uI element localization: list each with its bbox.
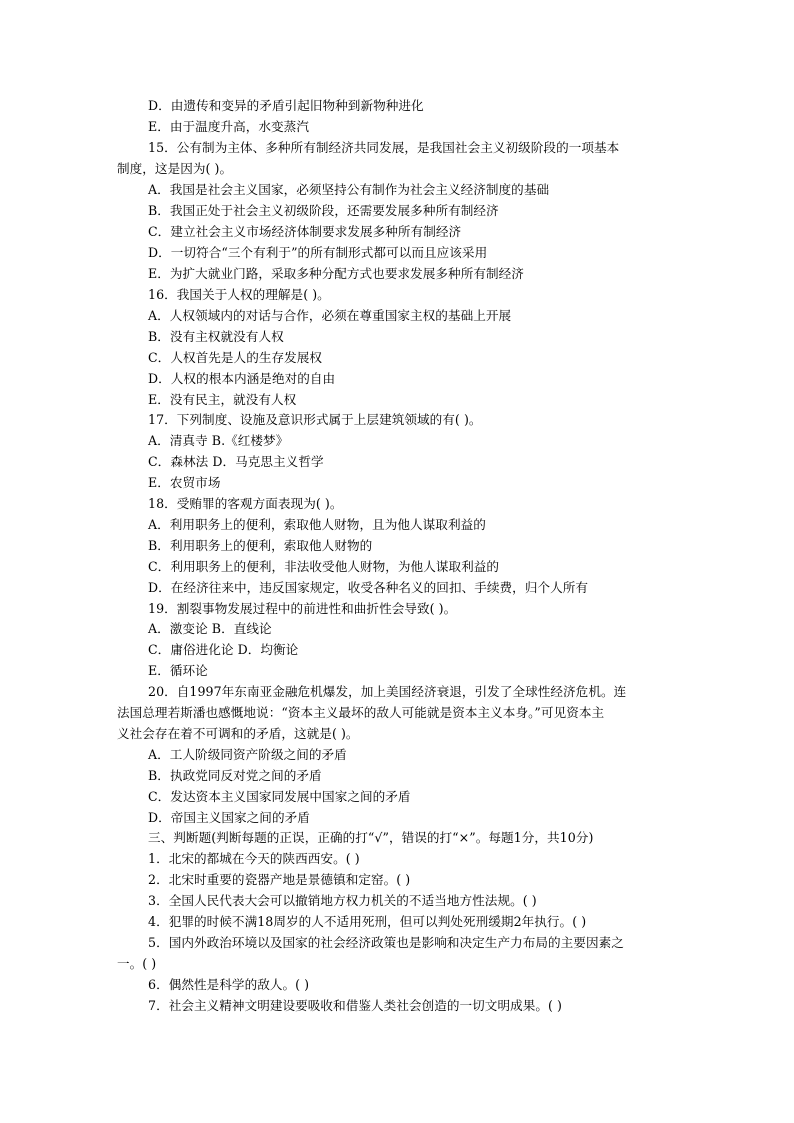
question-continuation: 义社会存在着不可调和的矛盾，这就是( )。: [117, 726, 359, 741]
option-line: B．执政党同反对党之间的矛盾: [148, 768, 322, 783]
option-line: A．清真寺 B.《红楼梦》: [148, 433, 289, 448]
option-line: A．激变论 B．直线论: [148, 621, 272, 636]
option-line: C．发达资本主义国家同发展中国家之间的矛盾: [148, 789, 411, 804]
option-line: D．由遗传和变异的矛盾引起旧物种到新物种进化: [148, 98, 424, 113]
judgment-question: 6．偶然性是科学的敌人。( ): [148, 977, 310, 992]
option-line: E．农贸市场: [148, 475, 221, 490]
question-line: 15．公有制为主体、多种所有制经济共同发展，是我国社会主义初级阶段的一项基本: [148, 140, 620, 155]
option-line: D．人权的根本内涵是绝对的自由: [148, 371, 336, 386]
question-continuation: 一。( ): [117, 956, 157, 971]
question-line: 17．下列制度、设施及意识形式属于上层建筑领域的有( )。: [148, 412, 482, 427]
question-line: 20．自1997年东南亚金融危机爆发，加上美国经济衰退，引发了全球性经济危机。连: [148, 684, 627, 699]
option-line: D．在经济往来中，违反国家规定，收受各种名义的回扣、手续费，归个人所有: [148, 580, 589, 595]
judgment-question: 2．北宋时重要的瓷器产地是景德镇和定窑。( ): [148, 872, 411, 887]
question-continuation: 制度，这是因为( )。: [117, 161, 233, 176]
option-line: C．建立社会主义市场经济体制要求发展多种所有制经济: [148, 224, 462, 239]
option-line: A．利用职务上的便利，索取他人财物，且为他人谋取利益的: [148, 517, 486, 532]
option-line: C．庸俗进化论 D．均衡论: [148, 642, 299, 657]
option-line: C．利用职务上的便利，非法收受他人财物，为他人谋取利益的: [148, 559, 500, 574]
option-line: D．一切符合“三个有利于”的所有制形式都可以而且应该采用: [148, 245, 488, 260]
question-line: 18．受贿罪的客观方面表现为( )。: [148, 496, 343, 511]
judgment-question: 4．犯罪的时候不满18周岁的人不适用死刑，但可以判处死刑缓期2年执行。( ): [148, 914, 587, 929]
option-line: A．工人阶级同资产阶级之间的矛盾: [148, 747, 347, 762]
option-line: C．人权首先是人的生存发展权: [148, 350, 323, 365]
option-line: E．没有民主，就没有人权: [148, 392, 297, 407]
option-line: E．由于温度升高，水变蒸汽: [148, 119, 309, 134]
option-line: C．森林法 D．马克思主义哲学: [148, 454, 324, 469]
option-line: A．人权领域内的对话与合作，必须在尊重国家主权的基础上开展: [148, 308, 512, 323]
judgment-question: 7．社会主义精神文明建设要吸收和借鉴人类社会创造的一切文明成果。( ): [148, 998, 562, 1013]
question-line: 16．我国关于人权的理解是( )。: [148, 287, 330, 302]
question-continuation: 法国总理若斯潘也感慨地说：“资本主义最坏的敌人可能就是资本主义本身。”可见资本主: [117, 705, 605, 720]
option-line: B．利用职务上的便利，索取他人财物的: [148, 538, 373, 553]
option-line: E．为扩大就业门路，采取多种分配方式也要求发展多种所有制经济: [148, 266, 524, 281]
section-heading: 三、判断题(判断每题的正误，正确的打“√”，错误的打“×”。每题1分，共10分): [148, 830, 594, 845]
option-line: B．没有主权就没有人权: [148, 329, 284, 344]
option-line: B．我国正处于社会主义初级阶段，还需要发展多种所有制经济: [148, 203, 499, 218]
judgment-question: 5．国内外政治环境以及国家的社会经济政策也是影响和决定生产力布局的主要因素之: [148, 935, 624, 950]
question-line: 19．割裂事物发展过程中的前进性和曲折性会导致( )。: [148, 601, 457, 616]
option-line: D．帝国主义国家之间的矛盾: [148, 810, 310, 825]
judgment-question: 3．全国人民代表大会可以撤销地方权力机关的不适当地方性法规。( ): [148, 893, 537, 908]
option-line: A．我国是社会主义国家，必须坚持公有制作为社会主义经济制度的基础: [148, 182, 550, 197]
judgment-question: 1．北宋的都城在今天的陕西西安。( ): [148, 851, 360, 866]
option-line: E．循环论: [148, 663, 208, 678]
